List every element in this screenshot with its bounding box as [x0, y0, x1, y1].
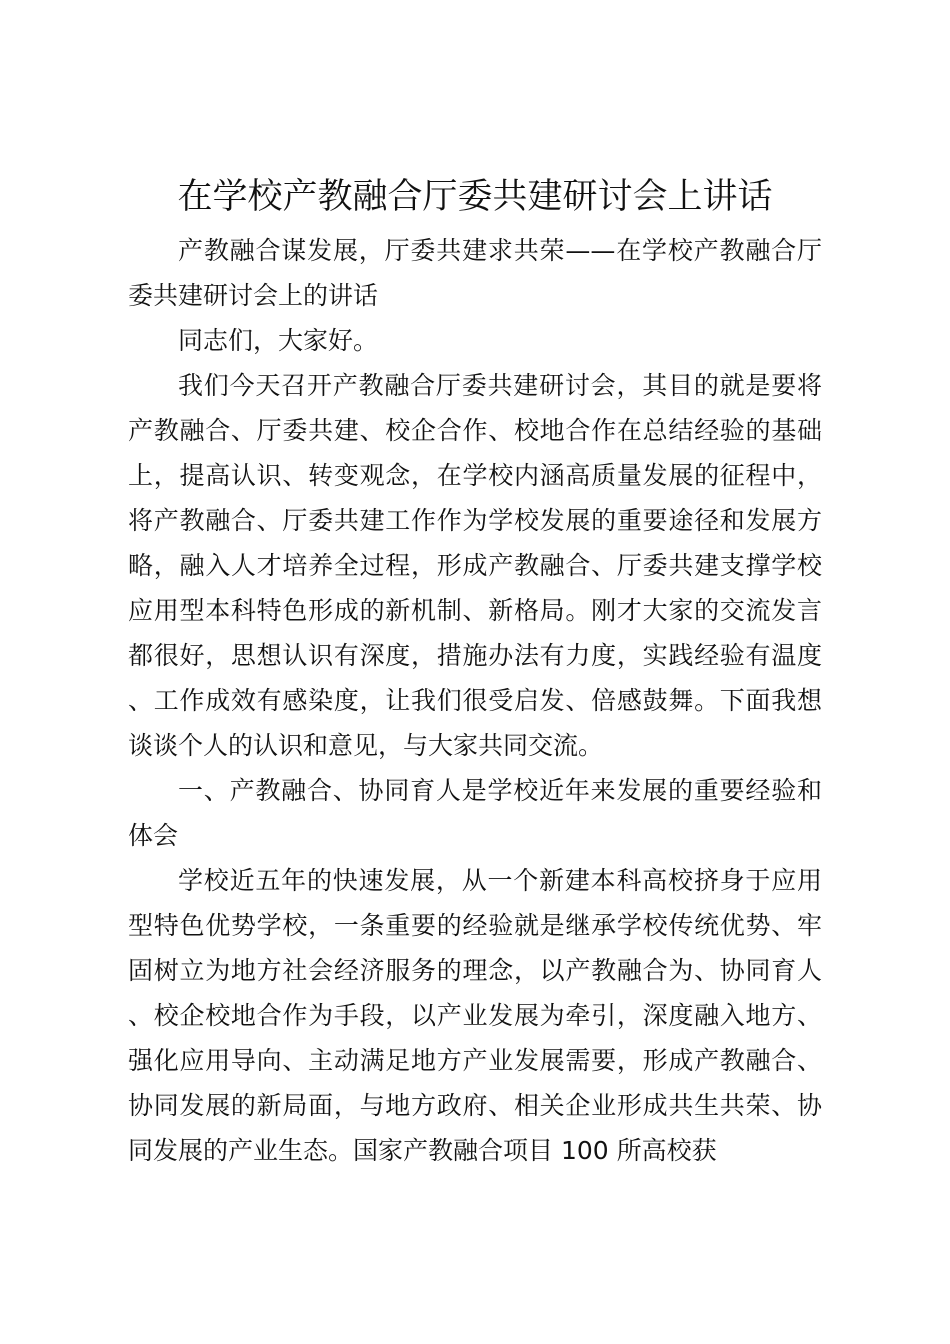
greeting-paragraph: 同志们，大家好。: [178, 326, 379, 355]
document-title: 在学校产教融合厅委共建研讨会上讲话: [177, 177, 773, 217]
section-1-paragraph: 学校近五年的快速发展，从一个新建本科高校挤身于应用型特色优势学校，一条重要的经验就是继承学校传统优势、牢固树立为地方社会经济服务的理念，以产教融合为、协同育人、校企校地合作为手段，以产业发展为牵引，深度融入地方、强化应用导向、主动满足地方产业发展需要，形成产教融合、协同发展的新局面，与地方政府、相关企业形成共生共荣、协同发展的产业生态。国家产教融合项目 100 所高校获: [128, 866, 822, 1165]
section-heading-1: 一、产教融合、协同育人是学校近年来发展的重要经验和体会: [128, 776, 822, 850]
document-body: [128, 228, 822, 1173]
intro-paragraph: 我们今天召开产教融合厅委共建研讨会，其目的就是要将产教融合、厅委共建、校企合作、校地合作在总结经验的基础上，提高认识、转变观念，在学校内涵高质量发展的征程中，将产教融合、厅委共建工作作为学校发展的重要途径和发展方略，融入人才培养全过程，形成产教融合、厅委共建支撑学校应用型本科特色形成的新机制、新格局。刚才大家的交流发言都很好，思想认识有深度，措施办法有力度，实践经验有温度、工作成效有感染度，让我们很受启发、倍感鼓舞。下面我想谈谈个人的认识和意见，与大家共同交流。: [128, 371, 822, 760]
subtitle-paragraph: 产教融合谋发展，厅委共建求共荣——在学校产教融合厅委共建研讨会上的讲话: [128, 236, 822, 310]
